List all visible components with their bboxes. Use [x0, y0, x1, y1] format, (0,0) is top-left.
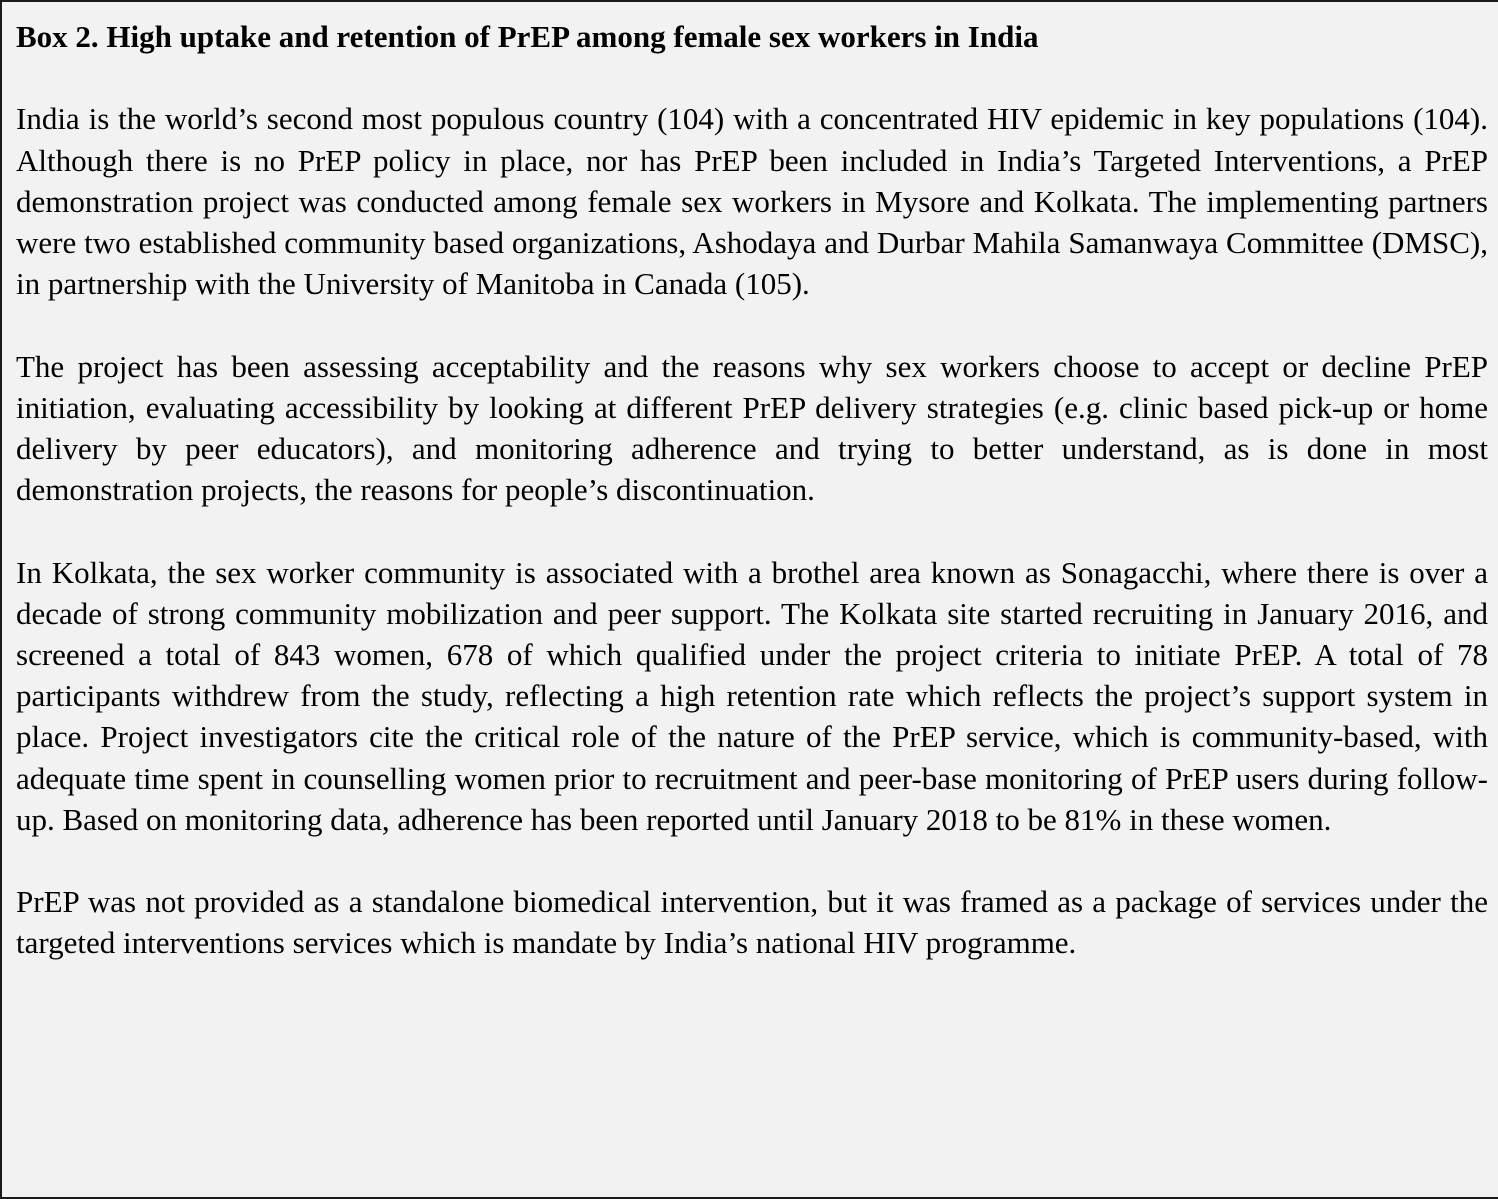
- paragraph-project-assessment: The project has been assessing acceptability and the reasons why sex workers choose to accept or decline PrEP initiation, evaluating accessibility by looking at different PrEP delivery strategies (e.g. clinic based pick-up or home delivery by peer educators), and monitoring adherence and trying to better understand, as is done in most demonstration projects, the reasons for people’s discontinuation.: [16, 348, 1488, 508]
- box-title: Box 2. High uptake and retention of PrEP among female sex workers in India: [16, 19, 1039, 54]
- paragraph-india-overview: India is the world’s second most populous country (104) with a concentrated HIV epidemic in key populations (104). Although there is no PrEP policy in place, nor has PrEP been included in India’s Targeted Interventions, a PrEP demonstration project was conducted among female sex workers in Mysore and Kolkata. The implementing partners were two established community based organizations, Ashodaya and Durbar Mahila Samanwaya Committee (DMSC), in partnership with the University of Manitoba in Canada (105).: [16, 101, 1488, 302]
- paragraph-kolkata-site: In Kolkata, the sex worker community is associated with a brothel area known as Sonagacchi, where there is over a decade of strong community mobilization and peer support. The Kolkata site started recruiting in January 2016, and screened a total of 843 women, 678 of which qualified under the project criteria to initiate PrEP. A total of 78 participants withdrew from the study, reflecting a high retention rate which reflects the project’s support system in place. Project investigators cite the critical role of the nature of the PrEP service, which is community-based, with adequate time spent in counselling women prior to recruitment and peer-base monitoring of PrEP users during follow-up. Based on monitoring data, adherence has been reported until January 2018 to be 81% in these women.: [16, 554, 1488, 837]
- paragraph-service-package: PrEP was not provided as a standalone biomedical intervention, but it was framed as a package of services under the targeted interventions services which is mandate by India’s national HIV programme.: [16, 884, 1488, 961]
- box-content: [16, 16, 1488, 964]
